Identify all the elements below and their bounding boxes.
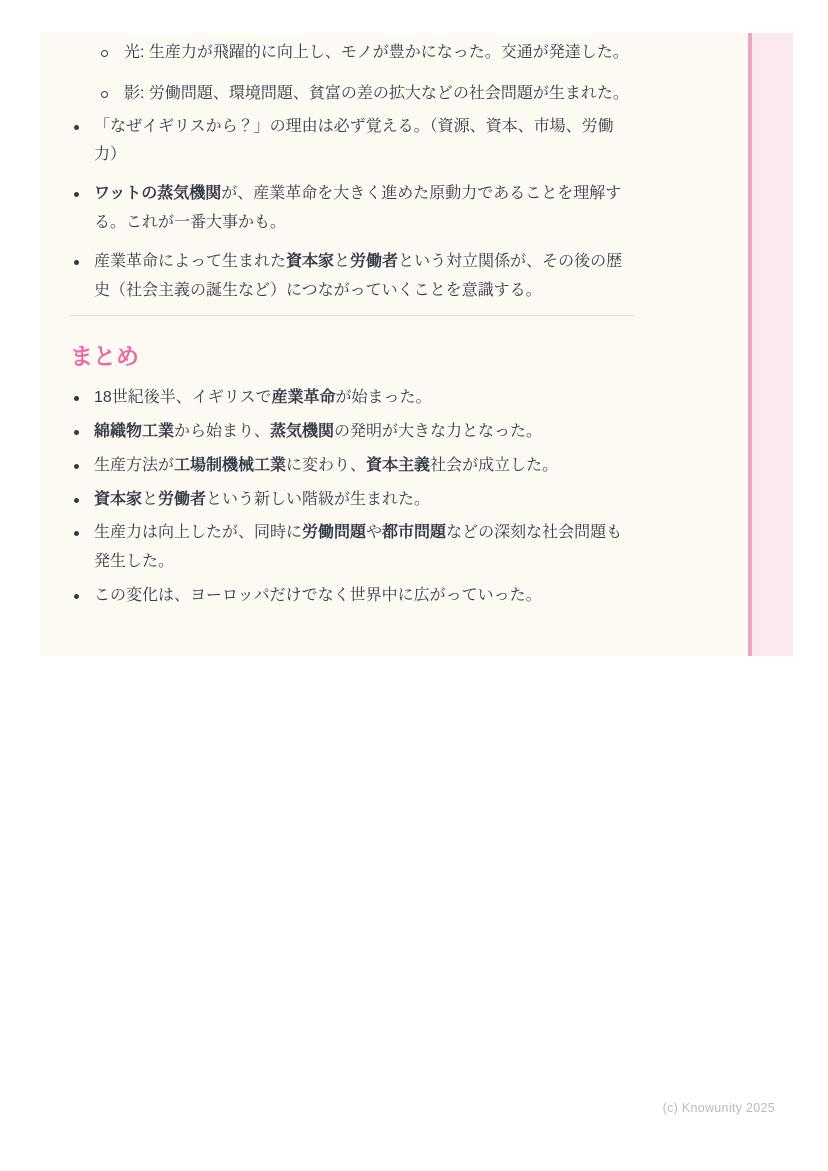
keyword-bold-text: 資本家 (286, 252, 335, 270)
note-text: や (366, 524, 383, 542)
summary-item (70, 418, 634, 447)
keyword-bold-text: 都市問題 (382, 524, 447, 542)
sub-note-item (70, 80, 634, 109)
note-text: に変わり、 (286, 456, 367, 474)
note-item (70, 113, 634, 171)
keyword-bold-text: 産業革命 (271, 389, 336, 407)
note-text: から始まり、 (174, 423, 271, 441)
note-text: 産業革命によって生まれた (94, 252, 287, 270)
summary-item (70, 582, 634, 611)
note-text: という新しい階級が生まれた。 (206, 490, 431, 508)
copyright-footer: (c) Knowunity 2025 (662, 1101, 775, 1115)
note-text: この変化は、ヨーロッパだけでなく世界中に広がっていった。 (94, 587, 542, 605)
note-text: 社会が成立した。 (430, 456, 559, 474)
note-text: 生産力は向上したが、同時に (94, 524, 303, 542)
keyword-bold-text: ワットの蒸気機関 (94, 185, 222, 203)
note-text: という対立関係が、その後の歴史（社会主義の誕生など）につながっていくことを意識する。 (94, 252, 623, 299)
note-text: と (142, 490, 159, 508)
note-text: 生産方法が (94, 456, 175, 474)
main-bullet-list (70, 113, 634, 306)
keyword-bold-text: 資本家 (94, 490, 143, 508)
note-text: 「なぜイギリスから？」の理由は必ず覚える。（資源、資本、市場、労働力） (94, 117, 614, 164)
summary-bullet-list (70, 384, 634, 611)
section-divider (70, 315, 634, 316)
note-text: 光: 生産力が飛躍的に向上し、モノが豊かになった。交通が発達した。 (124, 44, 629, 61)
summary-item (70, 486, 634, 515)
note-text: などの深刻な社会問題も発生した。 (94, 524, 623, 571)
note-text: が、産業革命を大きく進めた原動力であることを理解する。これが一番大事かも。 (94, 185, 622, 231)
keyword-bold-text: 綿織物工業 (94, 423, 175, 441)
keyword-bold-text: 工場制機械工業 (174, 456, 287, 474)
summary-heading: まとめ (70, 343, 139, 370)
keyword-bold-text: 資本主義 (366, 456, 431, 474)
note-text: 18世紀後半、イギリスで (94, 389, 272, 407)
note-text: 影: 労働問題、環境問題、貧富の差の拡大などの社会問題が生まれた。 (124, 84, 629, 102)
sub-note-item (70, 39, 634, 68)
page-edge-band (752, 33, 793, 656)
note-text: と (334, 252, 351, 270)
summary-item (70, 452, 634, 481)
note-item (70, 248, 634, 306)
keyword-bold-text: 蒸気機関 (270, 423, 335, 441)
summary-item (70, 384, 634, 413)
note-text: が始まった。 (335, 389, 432, 407)
sub-bullet-list (70, 39, 634, 109)
keyword-bold-text: 労働者 (350, 252, 399, 270)
notes-content (70, 39, 634, 616)
keyword-bold-text: 労働者 (158, 490, 207, 508)
notes-page-card (40, 33, 793, 656)
note-item (70, 180, 634, 238)
note-text: の発明が大きな力となった。 (334, 423, 543, 441)
keyword-bold-text: 労働問題 (302, 524, 367, 542)
summary-item (70, 519, 634, 577)
